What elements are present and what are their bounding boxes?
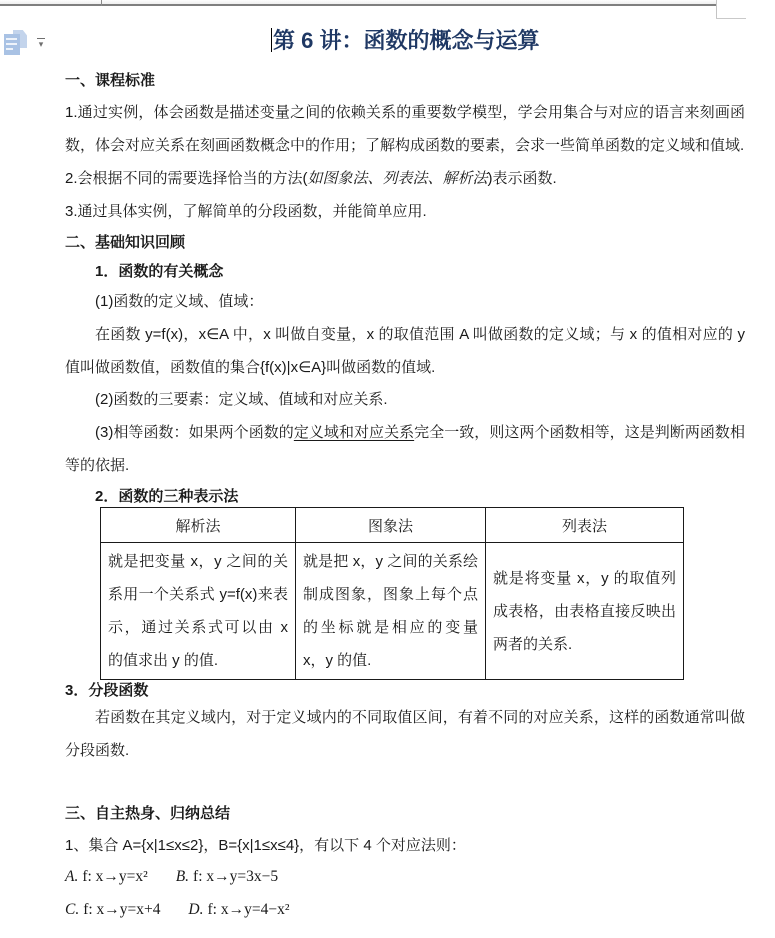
section-1-paragraph-2: [65, 162, 745, 196]
table-header-graph: 图象法: [296, 508, 486, 543]
item-3-before: (3)相等函数：如果两个函数的: [95, 424, 294, 441]
option-D-formula: f: x→y=4−x²: [207, 901, 290, 918]
section-1-heading: 一、课程标准: [65, 72, 156, 89]
question-1: 1、集合 A={x|1≤x≤2}，B={x|1≤x≤4}，有以下 4 个对应法则：: [65, 837, 466, 854]
section-1-paragraph-1: 1.通过实例，体会函数是描述变量之间的依赖关系的重要数学模型，学会用集合与对应的语言来刻画函数，体会对应关系在刻画函数概念中的作用；了解构成函数的要素，会求一些简单函数的定义域和值域.: [65, 104, 745, 154]
sub-3-paragraph: 若函数在其定义域内，对于定义域内的不同取值区间，有着不同的对应关系，这样的函数通常叫做分段函数.: [65, 709, 745, 759]
paste-icon: [4, 30, 28, 56]
table-header-row: [101, 508, 684, 543]
option-C-label: C.: [65, 901, 80, 918]
paste-options-button[interactable]: [2, 29, 50, 57]
options-line-2: [65, 893, 745, 926]
option-B: [176, 868, 278, 885]
sub-2-heading: 2．函数的三种表示法: [95, 488, 239, 505]
page-title-text: 第 6 讲：函数的概念与运算: [273, 28, 540, 53]
chevron-down-icon[interactable]: ▾: [34, 37, 48, 49]
option-D: [188, 901, 289, 918]
margin-tick: [101, 0, 102, 6]
option-C: [65, 901, 161, 918]
section-2-heading: 二、基础知识回顾: [65, 234, 186, 251]
item-3-underlined: 定义域和对应关系: [293, 424, 415, 441]
option-A-label: A.: [65, 868, 79, 885]
p2-before: 2.会根据不同的需要选择恰当的方法(: [65, 170, 308, 187]
page-title: [65, 24, 745, 58]
option-A: [65, 868, 148, 885]
p2-emphasis: 如图象法、列表法、解析法: [307, 171, 488, 187]
section-3-heading: 三、自主热身、归纳总结: [65, 805, 231, 822]
table-header-list: 列表法: [486, 508, 684, 543]
table-cell-list: 就是将变量 x，y 的取值列成表格，由表格直接反映出两者的关系.: [486, 543, 684, 680]
table-body-row: [101, 543, 684, 680]
page-top-edge: [0, 4, 716, 6]
p2-after: )表示函数.: [487, 170, 557, 187]
representation-table: [100, 507, 684, 680]
sub-3-heading: 3．分段函数: [65, 682, 149, 699]
option-D-label: D.: [188, 901, 204, 918]
table-header-analytic: 解析法: [101, 508, 296, 543]
page-corner: [716, 0, 775, 19]
option-C-formula: f: x→y=x+4: [83, 901, 161, 918]
option-B-label: B.: [175, 868, 190, 885]
sub-1-item-2: (2)函数的三要素：定义域、值域和对应关系.: [95, 391, 388, 408]
sub-1-item-1: (1)函数的定义域、值域：: [95, 293, 264, 310]
option-B-formula: f: x→y=3x−5: [193, 868, 279, 885]
sub-1-definition: 在函数 y=f(x)，x∈A 中，x 叫做自变量，x 的取值范围 A 叫做函数的定义域；与 x 的值相对应的 y 值叫做函数值，函数值的集合{f(x)|x∈A}叫做函数的值域.: [65, 326, 745, 376]
text-cursor: [271, 28, 273, 52]
item-3-after: 完全一致，则这两个函数相等，这是判断两函数相等的依据.: [65, 424, 745, 474]
options-line-1: [65, 860, 745, 893]
sub-1-heading: 1．函数的有关概念: [95, 263, 224, 280]
table-cell-analytic: 就是把变量 x，y 之间的关系用一个关系式 y=f(x)来表示，通过关系式可以由 x 的值求出 y 的值.: [101, 543, 296, 680]
section-1-paragraph-3: 3.通过具体实例，了解简单的分段函数，并能简单应用.: [65, 203, 427, 220]
page-corner-shadow: [716, 18, 746, 19]
table-cell-graph: 就是把 x，y 之间的关系绘制成图象，图象上每个点的坐标就是相应的变量 x，y 的值.: [296, 543, 486, 680]
option-A-formula: f: x→y=x²: [82, 868, 148, 885]
sub-1-item-3: [65, 416, 745, 482]
